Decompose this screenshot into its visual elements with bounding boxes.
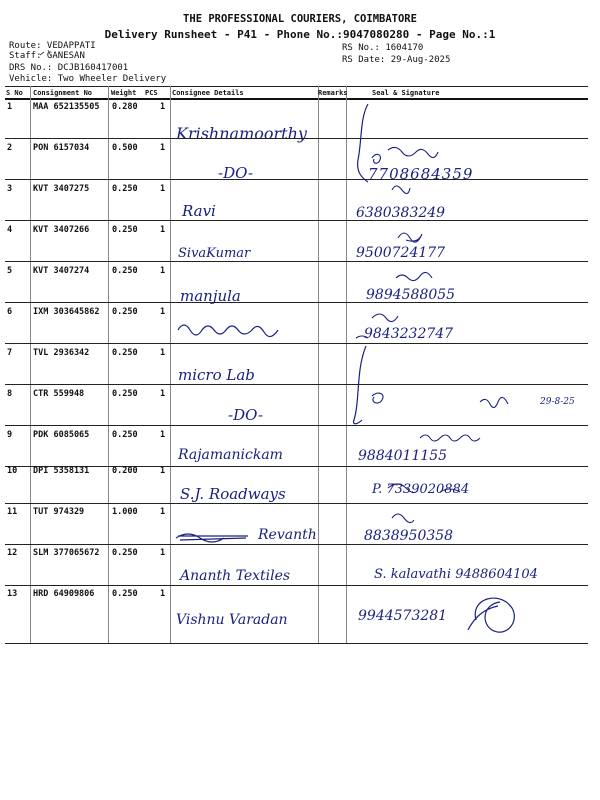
row-pcs: 1 <box>160 548 166 558</box>
row-pcs: 1 <box>160 102 166 112</box>
col-divider <box>170 86 171 643</box>
row-consignee: Krishnamoorthy <box>176 124 307 143</box>
row-sno: 12 <box>7 548 18 558</box>
col-header-seal: Seal & Signature <box>372 89 440 97</box>
row-consignee: Vishnu Varadan <box>176 612 288 628</box>
row-consignee: Ananth Textiles <box>180 568 291 584</box>
col-header-weight: Weight <box>111 89 137 97</box>
row-weight: 1.000 <box>112 507 138 517</box>
row-pcs: 1 <box>160 143 166 153</box>
staff-label: Staff: GANESAN <box>9 51 85 61</box>
row-weight: 0.250 <box>112 548 138 558</box>
row-sno: 4 <box>7 225 13 235</box>
table-header-border <box>5 98 588 100</box>
row-consignment: PON 6157034 <box>33 143 90 153</box>
row-sno: 1 <box>7 102 13 112</box>
row-pcs: 1 <box>160 466 166 476</box>
rs-number: RS No.: 1604170 <box>342 43 424 53</box>
row-pcs: 1 <box>160 348 166 358</box>
row-consignment: KVT 3407274 <box>33 266 90 276</box>
row-pcs: 1 <box>160 225 166 235</box>
row-consignee: Revanth <box>258 527 317 543</box>
row-consignment: IXM 303645862 <box>33 307 100 317</box>
row-signature: 9894588055 <box>366 287 456 303</box>
row-pcs: 1 <box>160 184 166 194</box>
row-sno: 5 <box>7 266 13 276</box>
rs-date: RS Date: 29-Aug-2025 <box>342 55 451 65</box>
row-divider <box>5 384 588 385</box>
col-divider <box>30 86 31 643</box>
row-weight: 0.250 <box>112 430 138 440</box>
row-consignment: TVL 2936342 <box>33 348 90 358</box>
row-consignment: MAA 652135505 <box>33 102 100 112</box>
row-divider <box>5 302 588 303</box>
row-consignment: TUT 974329 <box>33 507 85 517</box>
row-signature: 9884011155 <box>358 448 448 464</box>
col-header-consignee: Consignee Details <box>172 89 244 97</box>
row-pcs: 1 <box>160 389 166 399</box>
row-weight: 0.250 <box>112 307 138 317</box>
row-weight: 0.500 <box>112 143 138 153</box>
row-weight: 0.250 <box>112 266 138 276</box>
row-pcs: 1 <box>160 307 166 317</box>
row-consignment: KVT 3407266 <box>33 225 90 235</box>
row-sno: 10 <box>7 466 18 476</box>
table-top-border <box>5 86 588 87</box>
runsheet-subtitle: Delivery Runsheet - P41 - Phone No.:9047080280 - Page No.:1 <box>104 28 496 41</box>
vehicle-label: Vehicle: Two Wheeler Delivery <box>9 74 167 84</box>
col-divider <box>346 86 347 643</box>
row-signature: 9500724177 <box>356 245 446 261</box>
row-signature: 6380383249 <box>356 205 446 221</box>
route-label: Route: VEDAPPATI <box>9 41 96 51</box>
row-divider <box>5 179 588 180</box>
row-sno: 8 <box>7 389 13 399</box>
col-header-remarks: Remarks <box>318 89 348 97</box>
row-consignee: -DO- <box>218 164 254 182</box>
row-signature: P. 7339020884 <box>372 482 470 497</box>
row-signature: 29-8-25 <box>540 397 575 407</box>
row-weight: 0.250 <box>112 589 138 599</box>
row-sno: 3 <box>7 184 13 194</box>
col-header-sno: S No <box>6 89 23 97</box>
row-consignee: S.J. Roadways <box>180 485 286 503</box>
row-divider <box>5 220 588 221</box>
row-signature: 9843232747 <box>364 326 454 342</box>
row-divider <box>5 544 588 545</box>
row-weight: 0.250 <box>112 348 138 358</box>
row-sno: 6 <box>7 307 13 317</box>
col-header-pcs: PCS <box>145 89 158 97</box>
row-pcs: 1 <box>160 507 166 517</box>
row-divider <box>5 261 588 262</box>
row-divider <box>5 585 588 586</box>
table-bottom-border <box>5 643 588 644</box>
row-sno: 7 <box>7 348 13 358</box>
row-pcs: 1 <box>160 589 166 599</box>
row-consignment: HRD 64909806 <box>33 589 95 599</box>
row-weight: 0.250 <box>112 184 138 194</box>
row-pcs: 1 <box>160 430 166 440</box>
row-weight: 0.250 <box>112 225 138 235</box>
row-signature: 8838950358 <box>364 528 454 544</box>
row-weight: 0.280 <box>112 102 138 112</box>
company-title: THE PROFESSIONAL COURIERS, COIMBATORE <box>183 13 417 25</box>
row-consignee: Ravi <box>182 202 216 220</box>
row-divider <box>5 425 588 426</box>
row-signature: S. kalavathi 9488604104 <box>374 567 538 582</box>
row-consignee: manjula <box>180 287 241 305</box>
row-sno: 2 <box>7 143 13 153</box>
row-signature: 9944573281 <box>358 608 448 624</box>
row-divider <box>5 466 588 467</box>
row-consignment: DPI 5358131 <box>33 466 90 476</box>
col-header-consignment: Consignment No <box>33 89 93 97</box>
row-divider <box>5 503 588 504</box>
row-consignment: PDK 6085065 <box>33 430 90 440</box>
row-sno: 11 <box>7 507 18 517</box>
row-consignee: -DO- <box>228 406 264 424</box>
row-consignee: Rajamanickam <box>178 447 283 463</box>
row-consignment: KVT 3407275 <box>33 184 90 194</box>
row-consignment: CTR 559948 <box>33 389 85 399</box>
row-consignee: SivaKumar <box>178 246 251 261</box>
row-signature: 7708684359 <box>368 165 474 183</box>
row-consignment: SLM 377065672 <box>33 548 100 558</box>
row-sno: 9 <box>7 430 13 440</box>
row-sno: 13 <box>7 589 18 599</box>
row-divider <box>5 343 588 344</box>
row-pcs: 1 <box>160 266 166 276</box>
drs-label: DRS No.: DCJB160417001 <box>9 63 129 73</box>
row-weight: 0.200 <box>112 466 138 476</box>
row-consignee: micro Lab <box>178 366 255 384</box>
row-weight: 0.250 <box>112 389 138 399</box>
col-divider <box>318 86 319 643</box>
col-divider <box>108 86 109 643</box>
row-divider <box>5 138 588 139</box>
